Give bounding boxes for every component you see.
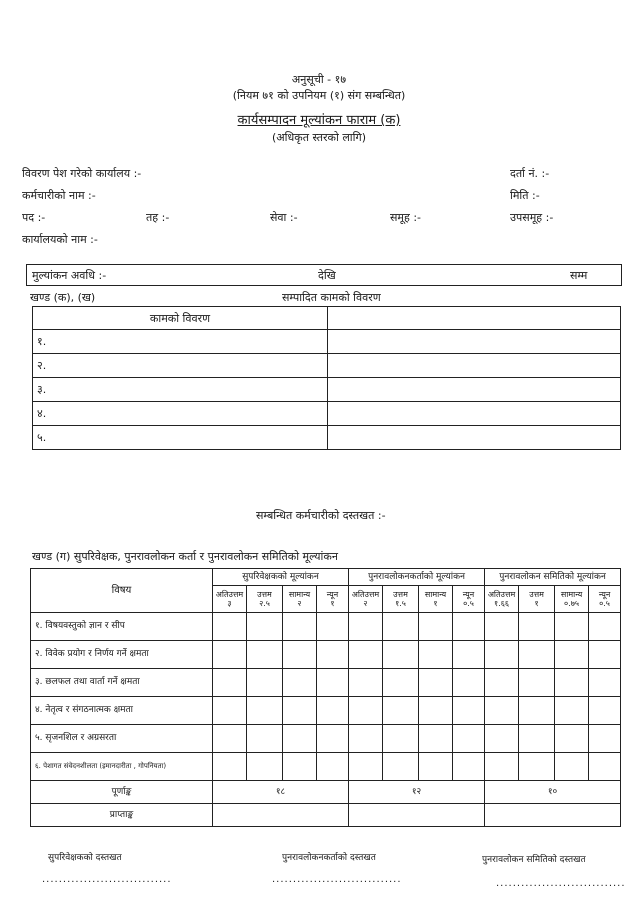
reviewer-signature-label: पुनरावलोकनकर्ताको दस्तखत bbox=[282, 853, 376, 863]
level-label: तह :- bbox=[146, 211, 170, 224]
form-title: कार्यसम्पादन मूल्यांकन फाराम (क) bbox=[237, 113, 401, 128]
period-from-label: देखि bbox=[318, 269, 336, 282]
employee-name-label: कर्मचारीको नाम :- bbox=[22, 189, 96, 202]
table-row: १. विषयवस्तुको ज्ञान र सीप bbox=[31, 613, 213, 641]
grade-header: अतिउत्तम २ bbox=[349, 586, 383, 613]
work-details-table bbox=[32, 306, 621, 450]
supervisor-group-header: सुपरिवेक्षकको मूल्यांकन bbox=[213, 569, 349, 586]
date-label: मिति :- bbox=[510, 189, 540, 202]
committee-group-header: पुनरावलोकन समितिको मूल्यांकन bbox=[485, 569, 621, 586]
rule-reference: (नियम ७१ को उपनियम (१) संग सम्बन्धित) bbox=[232, 89, 406, 102]
work-details-header-blank bbox=[328, 307, 621, 330]
table-row: ५. सृजनशिल र अग्रसरता bbox=[31, 725, 213, 753]
grade-header: उत्तम १ bbox=[519, 586, 555, 613]
work-details-header: कामको विवरण bbox=[33, 307, 328, 330]
table-row: २. bbox=[33, 354, 328, 378]
office-submitting-label: विवरण पेश गरेको कार्यालय :- bbox=[22, 167, 142, 180]
table-row: ५. bbox=[33, 426, 328, 450]
table-row: २. विवेक प्रयोग र निर्णय गर्ने क्षमता bbox=[31, 641, 213, 669]
grade-header: सामान्य २ bbox=[283, 586, 317, 613]
period-to-label: सम्म bbox=[570, 269, 588, 282]
table-row: ४. नेतृत्व र संगठनात्मक क्षमता bbox=[31, 697, 213, 725]
annex-number: अनुसूची - १७ bbox=[291, 73, 347, 86]
grade-header: सामान्य ०.७५ bbox=[555, 586, 589, 613]
evaluation-period-label: मुल्यांकन अवधि :- bbox=[32, 269, 107, 282]
subject-header: विषय bbox=[31, 569, 213, 613]
reviewer-group-header: पुनरावलोकनकर्ताको मूल्यांकन bbox=[349, 569, 485, 586]
office-name-label: कार्यालयको नाम :- bbox=[22, 233, 98, 246]
section-ab-label: खण्ड (क), (ख) bbox=[30, 291, 96, 304]
table-row: ४. bbox=[33, 402, 328, 426]
post-label: पद :- bbox=[22, 211, 46, 224]
supervisor-obtained-marks bbox=[213, 804, 349, 827]
table-row: ३. छलफल तथा वार्ता गर्ने क्षमता bbox=[31, 669, 213, 697]
evaluation-table bbox=[30, 568, 621, 827]
grade-header: न्यून ०.५ bbox=[589, 586, 621, 613]
grade-header: अतिउत्तम १.६६ bbox=[485, 586, 519, 613]
section-ab-title: सम्पादित कामको विवरण bbox=[282, 291, 381, 304]
grade-header: उत्तम २.५ bbox=[247, 586, 283, 613]
committee-obtained-marks bbox=[485, 804, 621, 827]
service-label: सेवा :- bbox=[270, 211, 298, 224]
table-row: १. bbox=[33, 330, 328, 354]
committee-signature-line: ............................... bbox=[496, 878, 626, 889]
grade-header: न्यून ०.५ bbox=[453, 586, 485, 613]
supervisor-signature-line: ............................... bbox=[42, 874, 172, 885]
reviewer-signature-line: ............................... bbox=[272, 874, 402, 885]
table-row: ६. पेशागत संवेदनशीलता (इमानदारीता , गोपनियता) bbox=[31, 753, 213, 781]
supervisor-signature-label: सुपरिवेक्षकको दस्तखत bbox=[48, 853, 122, 863]
grade-header: अतिउत्तम ३ bbox=[213, 586, 247, 613]
reviewer-full-marks: १२ bbox=[349, 781, 485, 804]
committee-full-marks: १० bbox=[485, 781, 621, 804]
reg-no-label: दर्ता नं. :- bbox=[510, 167, 550, 180]
reviewer-obtained-marks bbox=[349, 804, 485, 827]
section-c-title: खण्ड (ग) सुपरिवेक्षक, पुनरावलोकन कर्ता र पुनरावलोकन समितिको मूल्यांकन bbox=[32, 550, 338, 563]
supervisor-full-marks: १८ bbox=[213, 781, 349, 804]
form-subtitle: (अधिकृत स्तरको लागि) bbox=[271, 131, 366, 144]
employee-signature-label: सम्बन्धित कर्मचारीको दस्तखत :- bbox=[256, 509, 386, 522]
subgroup-label: उपसमूह :- bbox=[510, 211, 554, 224]
table-row: ३. bbox=[33, 378, 328, 402]
grade-header: न्यून १ bbox=[317, 586, 349, 613]
committee-signature-label: पुनरावलोकन समितिको दस्तखत bbox=[482, 855, 586, 865]
obtained-marks-label: प्राप्ताङ्क bbox=[31, 804, 213, 827]
grade-header: सामान्य १ bbox=[419, 586, 453, 613]
group-label: समूह :- bbox=[390, 211, 422, 224]
grade-header: उत्तम १.५ bbox=[383, 586, 419, 613]
full-marks-label: पूर्णाङ्क bbox=[31, 781, 213, 804]
